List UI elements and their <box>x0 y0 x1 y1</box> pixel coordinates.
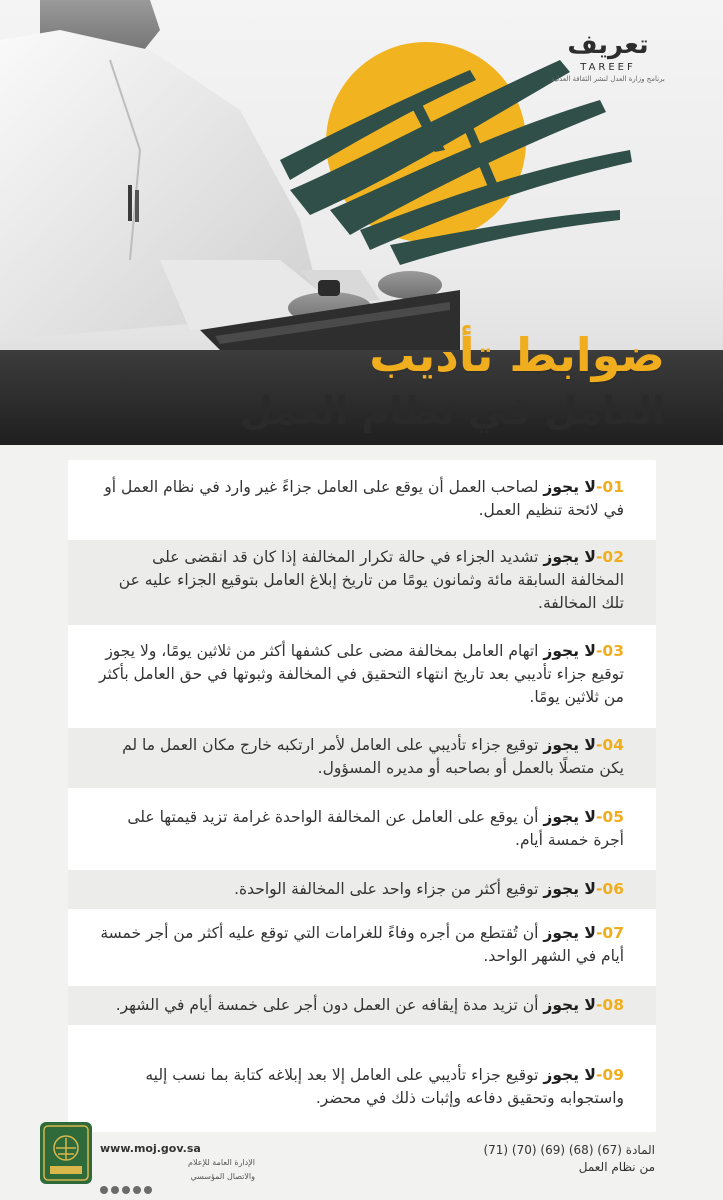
rule-text: توقيع جزاء تأديبي على العامل إلا بعد إبلاغه كتابة بما نسب إليه واستجوابه وتحقيق دفاعه وإثبات ذلك في محضر. <box>145 1066 624 1107</box>
rule-item-01 <box>68 476 656 522</box>
rule-negation: لا يجوز <box>543 478 596 496</box>
rule-text: أن تزيد مدة إيقافه عن العمل دون أجر على خمسة أيام في الشهر. <box>115 996 544 1014</box>
rule-number: 01- <box>595 478 624 496</box>
rule-number: 09- <box>595 1066 624 1084</box>
ministry-of-justice-seal-icon <box>38 1120 94 1186</box>
rule-text: لصاحب العمل أن يوقع على العامل جزاءً غير وارد في نظام العمل أو في لائحة تنظيم العمل. <box>104 478 624 519</box>
rule-text: توقيع جزاء تأديبي على العامل لأمر ارتكبه خارج مكان العمل ما لم يكن متصلًا بالعمل أو بصاحبه أو مديره المسؤول. <box>122 736 624 777</box>
youtube-icon[interactable] <box>122 1186 130 1194</box>
logo-tagline: برنامج وزارة العدل لنشر الثقافة العدلية <box>551 75 665 83</box>
rule-number: 04- <box>595 736 624 754</box>
rule-negation: لا يجوز <box>543 736 596 754</box>
rule-negation: لا يجوز <box>543 808 596 826</box>
rule-text: توقيع أكثر من جزاء واحد على المخالفة الواحدة. <box>234 880 544 898</box>
rule-item-08 <box>68 986 656 1025</box>
rule-negation: لا يجوز <box>543 548 596 566</box>
rule-item-09 <box>68 1064 656 1110</box>
title-line-2: العامل في نظام العمل <box>239 389 665 433</box>
rule-number: 08- <box>595 996 624 1014</box>
reference-law: من نظام العمل <box>578 1160 655 1174</box>
rule-negation: لا يجوز <box>543 880 596 898</box>
twitter-icon[interactable] <box>100 1186 108 1194</box>
instagram-icon[interactable] <box>111 1186 119 1194</box>
rule-text: أن تُقتطع من أجره وفاءً للغرامات التي توقع عليه أكثر من أجر خمسة أيام في الشهر الواحد. <box>100 924 624 965</box>
rule-number: 02- <box>595 548 624 566</box>
rule-number: 03- <box>595 642 624 660</box>
rule-item-05 <box>68 806 656 852</box>
snapchat-icon[interactable] <box>144 1186 152 1194</box>
rule-text: اتهام العامل بمخالفة مضى على كشفها أكثر من ثلاثين يومًا، ولا يجوز توقيع جزاء تأديبي بعد تاريخ انتهاء التحقيق في المخالفة وثبوتها في حق العامل بأكثر من ثلاثين يومًا. <box>98 642 624 706</box>
article-reference <box>425 1142 655 1176</box>
logo-arabic-text: تعريف <box>567 30 649 60</box>
rule-item-07 <box>68 922 656 968</box>
linkedin-icon[interactable] <box>133 1186 141 1194</box>
footer-site-info <box>100 1142 260 1194</box>
rule-item-03 <box>68 640 656 709</box>
rule-negation: لا يجوز <box>543 1066 596 1084</box>
website-link[interactable]: www.moj.gov.sa <box>100 1142 201 1155</box>
rule-negation: لا يجوز <box>543 924 596 942</box>
tareef-logo <box>533 30 683 83</box>
hero-title <box>195 325 665 439</box>
rule-item-06 <box>68 870 656 909</box>
title-line-1: ضوابط تأديب <box>369 328 665 382</box>
rule-text: أن يوقع على العامل عن المخالفة الواحدة غرامة تزيد قيمتها على أجرة خمسة أيام. <box>127 808 624 849</box>
rule-item-04 <box>68 728 656 788</box>
rule-number: 06- <box>595 880 624 898</box>
rule-number: 05- <box>595 808 624 826</box>
department-line-1: الإدارة العامة للإعلام <box>188 1158 255 1167</box>
department-line-2: والاتصال المؤسسي <box>190 1172 255 1181</box>
social-icons <box>100 1186 260 1194</box>
logo-english-text: TAREEF <box>580 62 636 73</box>
rules-panel <box>68 460 656 1132</box>
rule-text: تشديد الجزاء في حالة تكرار المخالفة إذا كان قد انقضى على المخالفة السابقة مائة وثمانون يومًا من تاريخ إبلاغ العامل بتوقيع الجزاء عليه عن تلك المخالفة. <box>118 548 624 612</box>
rule-item-02 <box>68 540 656 625</box>
rule-negation: لا يجوز <box>543 996 596 1014</box>
rule-negation: لا يجوز <box>543 642 596 660</box>
reference-articles: المادة (67) (68) (69) (70) (71) <box>483 1143 655 1157</box>
rule-number: 07- <box>595 924 624 942</box>
